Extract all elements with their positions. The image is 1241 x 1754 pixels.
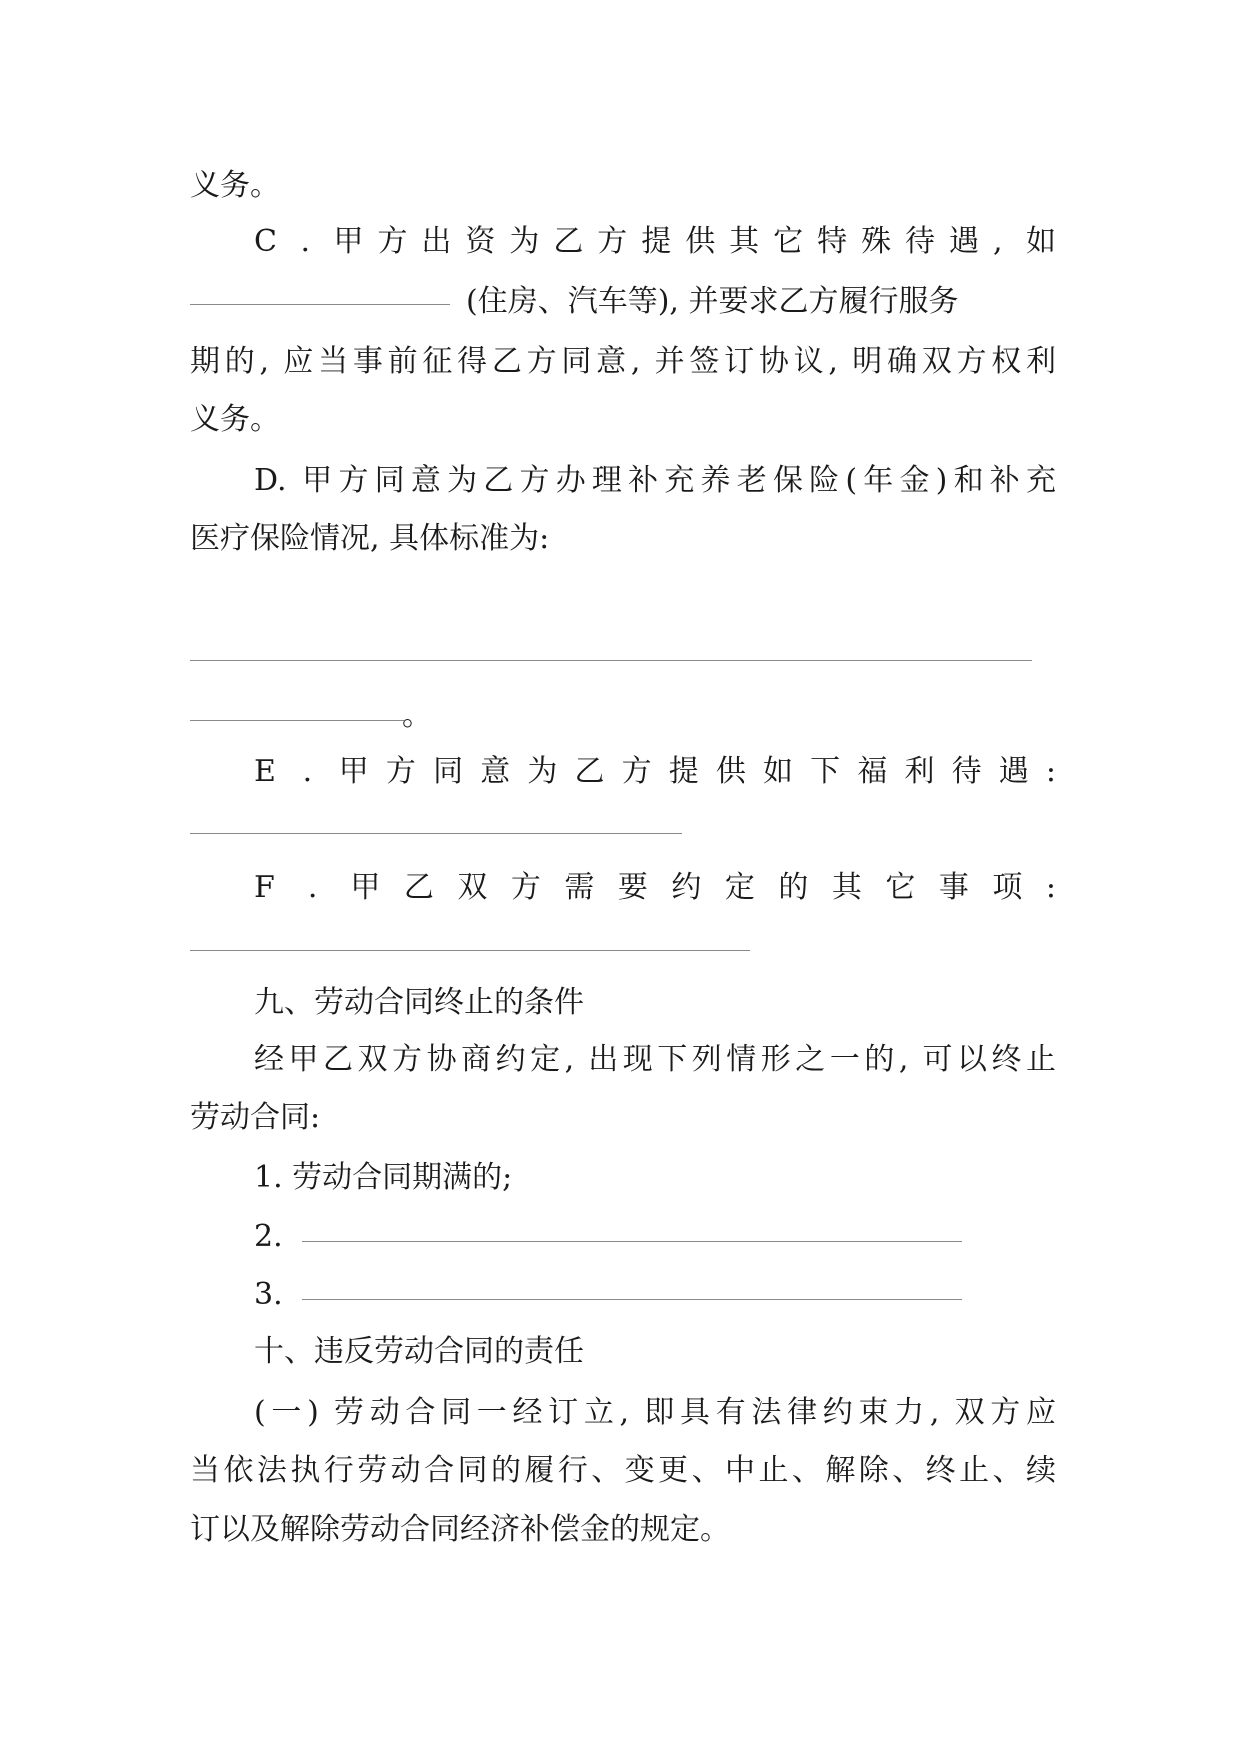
section-10-para-line-3: 订以及解除劳动合同经济补偿金的规定。: [190, 1512, 730, 1547]
clause-c-line-2: (住房、汽车等), 并要求乙方履行服务: [466, 284, 959, 319]
clause-c-line-3: 期的, 应当事前征得乙方同意, 并签订协议, 明确双方权利: [190, 344, 1056, 379]
clause-d-period: 。: [402, 698, 432, 733]
clause-d-line-1: D. 甲方同意为乙方办理补充养老保险(年金)和补充: [254, 463, 1056, 498]
blank-line-other-matters: [190, 950, 750, 951]
clause-d-line-2: 医疗保险情况, 具体标准为:: [190, 521, 550, 556]
clause-e-line: E . 甲方同意为乙方提供如下福利待遇:: [254, 754, 1056, 789]
line-obligation-1: 义务。: [190, 168, 280, 203]
section-9-para-line-2: 劳动合同:: [190, 1100, 321, 1135]
section-10-heading: 十、违反劳动合同的责任: [254, 1334, 584, 1369]
blank-line-housing: [190, 304, 450, 305]
condition-1: 1. 劳动合同期满的;: [254, 1160, 513, 1195]
blank-line-standard: [190, 660, 1032, 661]
line-obligation-2: 义务。: [190, 402, 280, 437]
blank-line-condition-3: [302, 1299, 962, 1300]
blank-line-welfare: [190, 833, 682, 834]
section-9-heading: 九、劳动合同终止的条件: [254, 985, 584, 1020]
blank-line-standard-2: [190, 720, 404, 721]
section-9-para-line-1: 经甲乙双方协商约定, 出现下列情形之一的, 可以终止: [254, 1042, 1056, 1077]
clause-c-line-1: C . 甲方出资为乙方提供其它特殊待遇, 如: [254, 224, 1056, 259]
condition-2-number: 2.: [254, 1219, 283, 1254]
condition-3-number: 3.: [254, 1277, 283, 1312]
section-10-para-line-2: 当依法执行劳动合同的履行、变更、中止、解除、终止、续: [190, 1453, 1056, 1488]
clause-f-line: F . 甲乙双方需要约定的其它事项:: [254, 870, 1056, 905]
blank-line-condition-2: [302, 1241, 962, 1242]
section-10-para-line-1: (一) 劳动合同一经订立, 即具有法律约束力, 双方应: [254, 1395, 1056, 1430]
